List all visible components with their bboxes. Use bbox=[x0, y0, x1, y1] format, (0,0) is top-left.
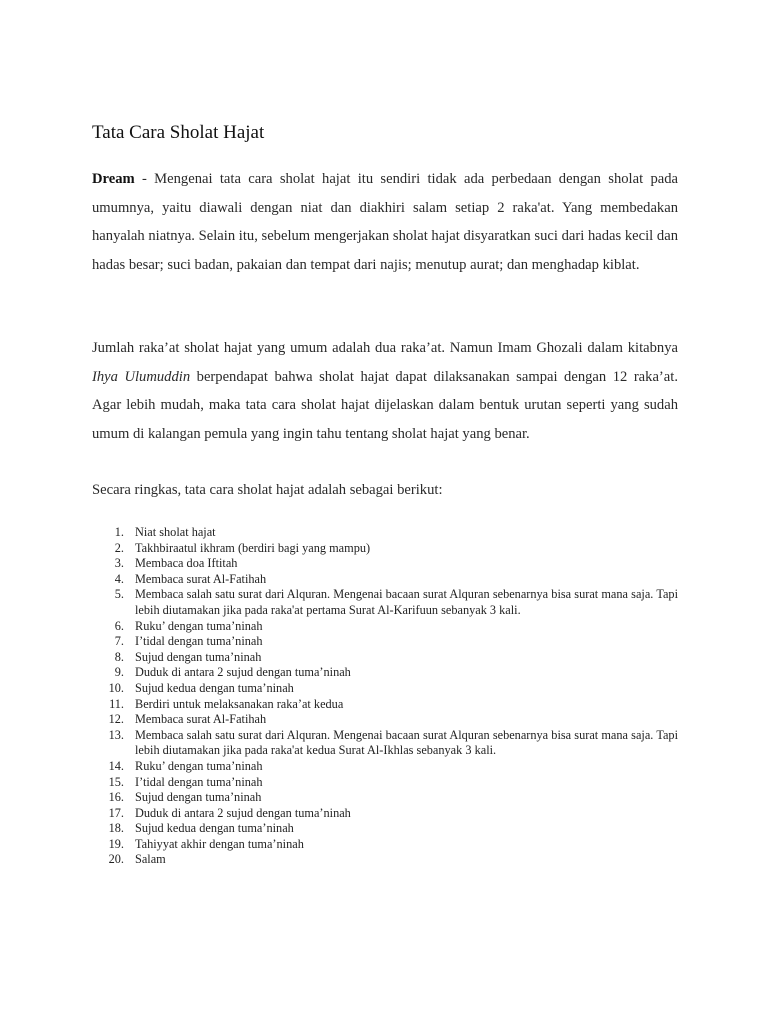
list-item-text: I’tidal dengan tuma’ninah bbox=[135, 774, 263, 789]
list-item bbox=[92, 697, 678, 713]
list-item-text: Ruku’ dengan tuma’ninah bbox=[135, 618, 263, 633]
source-label: Dream bbox=[92, 171, 135, 187]
book-title: Ihya Ulumuddin bbox=[92, 368, 191, 385]
paragraph-intro-text: - Mengenai tata cara sholat hajat itu sendiri tidak ada perbedaan dengan sholat pada umumnya, yaitu diawali dengan niat dan diakhiri salam setiap 2 raka'at. Yang membedakan hanyalah niatnya. Selain itu, sebelum mengerjakan sholat hajat disyaratkan suci dari hadas kecil dan hadas besar; suci badan, pakaian dan tempat dari najis; menutup aurat; dan menghadap kiblat. bbox=[92, 171, 678, 273]
list-item-number: 3. bbox=[114, 556, 124, 571]
list-item-number: 17. bbox=[108, 805, 124, 820]
list-item-number: 4. bbox=[114, 571, 124, 586]
list-item-text: Sujud dengan tuma’ninah bbox=[135, 649, 262, 664]
list-item-text: Membaca salah satu surat dari Alquran. Mengenai bacaan surat Alquran sebenarnya bisa surat mana saja. Tapi lebih diutamakan jika pada raka'at kedua Surat Al-Ikhlas sebanyak 3 kali. bbox=[135, 727, 678, 758]
list-item bbox=[92, 806, 678, 822]
list-item-text: I’tidal dengan tuma’ninah bbox=[135, 634, 263, 649]
list-item-text: Membaca surat Al-Fatihah bbox=[135, 571, 267, 586]
list-item bbox=[92, 634, 678, 650]
list-item-number: 15. bbox=[108, 774, 124, 789]
list-item-number: 11. bbox=[109, 696, 124, 711]
list-item-text: Niat sholat hajat bbox=[135, 525, 216, 539]
list-item bbox=[92, 837, 678, 853]
list-item bbox=[92, 759, 678, 775]
list-item-number: 9. bbox=[114, 665, 124, 680]
list-item bbox=[92, 681, 678, 697]
list-item bbox=[92, 650, 678, 666]
list-item bbox=[92, 775, 678, 791]
list-item-number: 20. bbox=[108, 852, 124, 867]
list-item bbox=[92, 619, 678, 635]
list-item bbox=[92, 556, 678, 572]
list-item-text: Sujud kedua dengan tuma’ninah bbox=[135, 821, 294, 836]
list-intro: Secara ringkas, tata cara sholat hajat adalah sebagai berikut: bbox=[92, 482, 443, 498]
list-item-number: 10. bbox=[108, 680, 124, 695]
list-item-text: Membaca doa Iftitah bbox=[135, 556, 238, 571]
list-item bbox=[92, 821, 678, 837]
list-item-text: Membaca salah satu surat dari Alquran. Mengenai bacaan surat Alquran sebenarnya bisa surat mana saja. Tapi lebih diutamakan jika pada raka'at pertama Surat Al-Karifuun sebanyak 3 kali. bbox=[135, 587, 678, 617]
list-item bbox=[92, 712, 678, 728]
list-item-text: Salam bbox=[135, 852, 166, 867]
list-item-text: Tahiyyat akhir dengan tuma’ninah bbox=[135, 836, 304, 851]
paragraph-intro bbox=[92, 165, 678, 279]
list-item-number: 5. bbox=[114, 587, 124, 602]
list-item-text: Duduk di antara 2 sujud dengan tuma’ninah bbox=[135, 805, 351, 820]
list-item-text: Duduk di antara 2 sujud dengan tuma’ninah bbox=[135, 665, 351, 680]
list-item bbox=[92, 541, 678, 557]
list-item-number: 1. bbox=[114, 525, 124, 539]
list-item-number: 6. bbox=[114, 618, 124, 633]
list-item bbox=[92, 852, 678, 868]
list-item bbox=[92, 572, 678, 588]
steps-list bbox=[92, 525, 678, 868]
list-item-text: Takhbiraatul ikhram (berdiri bagi yang mampu) bbox=[135, 540, 371, 555]
list-item bbox=[92, 525, 678, 541]
paragraph-rakaat bbox=[92, 334, 678, 448]
list-item bbox=[92, 790, 678, 806]
list-item-number: 7. bbox=[114, 634, 124, 649]
list-item-number: 2. bbox=[114, 540, 124, 555]
list-item-number: 8. bbox=[114, 649, 124, 664]
list-item bbox=[92, 587, 678, 618]
list-item-number: 12. bbox=[108, 712, 124, 727]
list-item-number: 14. bbox=[108, 758, 124, 773]
list-item-number: 19. bbox=[108, 836, 124, 851]
document-title: Tata Cara Sholat Hajat bbox=[92, 122, 265, 143]
list-item-text: Membaca surat Al-Fatihah bbox=[135, 712, 267, 727]
list-item bbox=[92, 728, 678, 759]
list-item-text: Sujud kedua dengan tuma’ninah bbox=[135, 680, 294, 695]
list-item-text: Berdiri untuk melaksanakan raka’at kedua bbox=[135, 696, 344, 711]
paragraph-rakaat-after: berpendapat bahwa sholat hajat dapat dilaksanakan sampai dengan 12 raka’at. Agar lebih mudah, maka tata cara sholat hajat dijelaskan dalam bentuk urutan seperti yang sudah umum di kalangan pemula yang ingin tahu tentang sholat hajat yang benar. bbox=[92, 368, 678, 442]
list-item-number: 13. bbox=[108, 727, 124, 742]
list-item-text: Ruku’ dengan tuma’ninah bbox=[135, 758, 263, 773]
paragraph-rakaat-before: Jumlah raka’at sholat hajat yang umum adalah dua raka’at. Namun Imam Ghozali dalam kitabnya bbox=[92, 340, 678, 356]
list-item bbox=[92, 665, 678, 681]
list-item-text: Sujud dengan tuma’ninah bbox=[135, 790, 262, 805]
list-item-number: 18. bbox=[108, 821, 124, 836]
list-item-number: 16. bbox=[108, 790, 124, 805]
